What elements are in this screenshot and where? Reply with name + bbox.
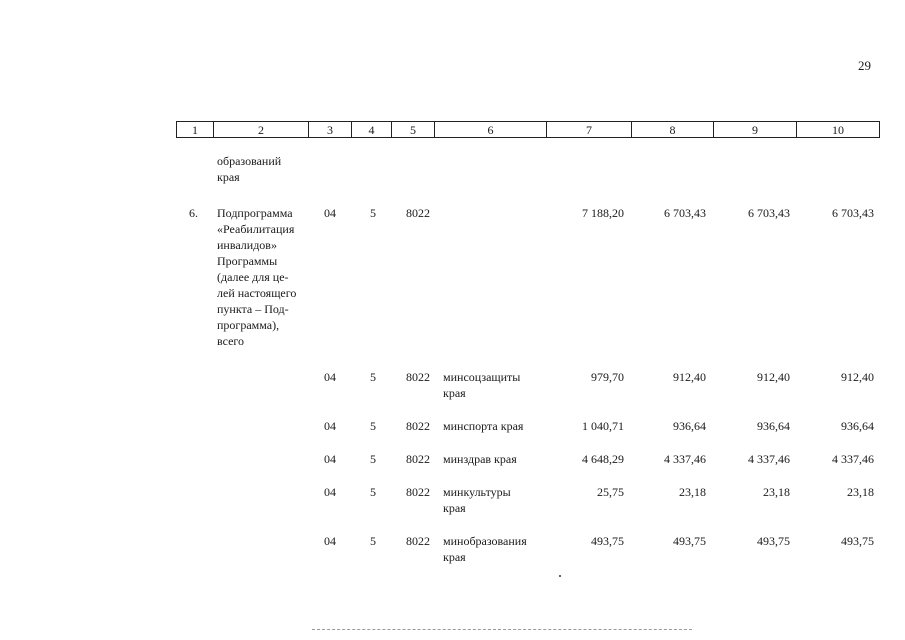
cell-col7: 25,75 — [597, 485, 624, 499]
agency-name-line: минобразования — [443, 534, 527, 548]
cell-col4: 5 — [370, 534, 376, 548]
cell-col4: 5 — [370, 206, 376, 220]
cell-col8: 4 337,46 — [664, 452, 706, 466]
cell-col3: 04 — [324, 206, 336, 220]
subprogram-name — [217, 205, 303, 349]
cell-col7: 493,75 — [591, 534, 624, 548]
subprogram-name-line: всего — [217, 334, 245, 348]
table-header — [176, 121, 880, 138]
agency-name-line: минздрав края — [443, 452, 517, 466]
cell-col5: 8022 — [406, 452, 430, 466]
cell-col3: 04 — [324, 534, 336, 548]
cell-col9: 4 337,46 — [748, 452, 790, 466]
cell-col7: 979,70 — [591, 370, 624, 384]
cell-col7: 4 648,29 — [582, 452, 624, 466]
header-col-5: 5 — [392, 122, 435, 138]
cell-col10: 912,40 — [841, 370, 874, 384]
subprogram-name-line: инвалидов» — [217, 238, 277, 252]
cell-col4: 5 — [370, 485, 376, 499]
cell-col3: 04 — [324, 485, 336, 499]
subprogram-name-line: (далее для це- — [217, 270, 289, 284]
cell-col8: 493,75 — [673, 534, 706, 548]
cell-col8: 936,64 — [673, 419, 706, 433]
header-col-7: 7 — [547, 122, 632, 138]
cell-col3: 04 — [324, 370, 336, 384]
cell-col3: 04 — [324, 419, 336, 433]
cell-col9: 912,40 — [757, 370, 790, 384]
cell-col9: 6 703,43 — [748, 206, 790, 220]
subprogram-name-line: Подпрограмма — [217, 206, 293, 220]
header-col-3: 3 — [309, 122, 352, 138]
subprogram-name-line: Программы — [217, 254, 278, 268]
row-index: 6. — [189, 206, 198, 220]
cell-col5: 8022 — [406, 534, 430, 548]
cell-col8: 6 703,43 — [664, 206, 706, 220]
cell-col6 — [443, 451, 543, 467]
scan-speck — [559, 575, 561, 577]
continuation-line: образований — [217, 154, 282, 168]
cell-col7: 7 188,20 — [582, 206, 624, 220]
header-col-6: 6 — [435, 122, 547, 138]
continuation-text — [217, 153, 312, 185]
agency-name-line: края — [443, 550, 466, 564]
subprogram-name-line: лей настоящего — [217, 286, 297, 300]
footer-scan-line — [312, 629, 692, 630]
cell-col4: 5 — [370, 452, 376, 466]
header-col-1: 1 — [177, 122, 214, 138]
subprogram-name-line: программа), — [217, 318, 280, 332]
cell-col10: 23,18 — [847, 485, 874, 499]
header-col-4: 4 — [352, 122, 392, 138]
header-col-2: 2 — [214, 122, 309, 138]
cell-col5: 8022 — [406, 419, 430, 433]
agency-name-line: минспорта края — [443, 419, 524, 433]
cell-col6 — [443, 369, 543, 401]
cell-col8: 23,18 — [679, 485, 706, 499]
cell-col5: 8022 — [406, 485, 430, 499]
cell-col5: 8022 — [406, 206, 430, 220]
cell-col6 — [443, 533, 543, 565]
agency-name-line: минсоцзащиты — [443, 370, 521, 384]
cell-col10: 493,75 — [841, 534, 874, 548]
subprogram-name-line: «Реабилитация — [217, 222, 295, 236]
cell-col4: 5 — [370, 419, 376, 433]
cell-col9: 23,18 — [763, 485, 790, 499]
cell-col4: 5 — [370, 370, 376, 384]
cell-col6 — [443, 418, 543, 434]
cell-col10: 6 703,43 — [832, 206, 874, 220]
agency-name-line: минкультуры — [443, 485, 511, 499]
cell-col8: 912,40 — [673, 370, 706, 384]
cell-col6 — [443, 484, 543, 516]
cell-col5: 8022 — [406, 370, 430, 384]
cell-col9: 493,75 — [757, 534, 790, 548]
page-number: 29 — [858, 58, 871, 73]
header-col-8: 8 — [632, 122, 714, 138]
header-col-10: 10 — [797, 122, 880, 138]
agency-name-line: края — [443, 501, 466, 515]
cell-col3: 04 — [324, 452, 336, 466]
continuation-line: края — [217, 170, 240, 184]
cell-col10: 4 337,46 — [832, 452, 874, 466]
header-col-9: 9 — [714, 122, 797, 138]
cell-col7: 1 040,71 — [582, 419, 624, 433]
cell-col9: 936,64 — [757, 419, 790, 433]
agency-name-line: края — [443, 386, 466, 400]
subprogram-name-line: пункта – Под- — [217, 302, 289, 316]
cell-col10: 936,64 — [841, 419, 874, 433]
